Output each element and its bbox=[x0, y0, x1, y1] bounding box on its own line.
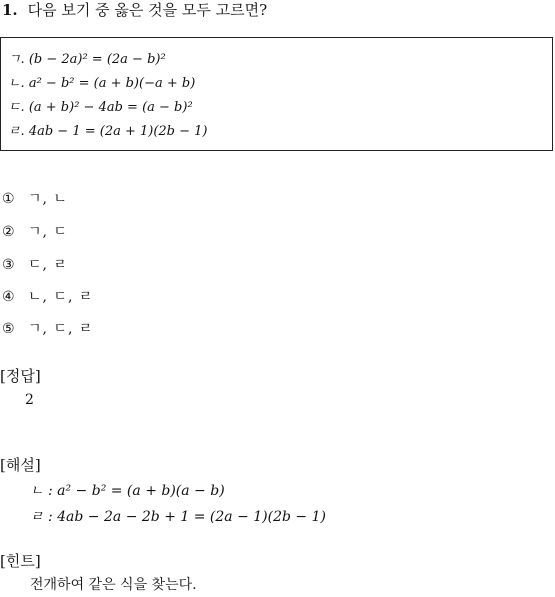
choice-4[interactable] bbox=[2, 288, 93, 306]
choice-mark: ⑤ bbox=[2, 321, 15, 337]
solution-line-1: ㄴ : a² − b² = (a + b)(a − b) bbox=[30, 483, 225, 499]
choice-2[interactable] bbox=[2, 223, 68, 241]
choice-3[interactable] bbox=[2, 256, 68, 274]
choice-mark: ③ bbox=[2, 257, 15, 273]
answer-label: [정답] bbox=[0, 367, 41, 385]
hint-text: 전개하여 같은 식을 찾는다. bbox=[30, 577, 197, 593]
choice-text: ㄱ, ㄴ bbox=[28, 191, 68, 207]
box-item-2: ㄴ. a² − b² = (a + b)(−a + b) bbox=[8, 76, 196, 91]
box-item-3: ㄷ. (a + b)² − 4ab = (a − b)² bbox=[8, 100, 193, 115]
solution-line-2: ㄹ : 4ab − 2a − 2b + 1 = (2a − 1)(2b − 1) bbox=[30, 509, 326, 525]
choice-text: ㄷ, ㄹ bbox=[28, 257, 68, 273]
choice-mark: ① bbox=[2, 191, 15, 207]
box-item-1: ㄱ. (b − 2a)² = (2a − b)² bbox=[8, 52, 166, 67]
choice-5[interactable] bbox=[2, 320, 93, 338]
choice-text: ㄱ, ㄷ bbox=[28, 224, 68, 240]
solution-label: [해설] bbox=[0, 456, 41, 474]
choice-text: ㄴ, ㄷ, ㄹ bbox=[28, 289, 94, 305]
question-title bbox=[2, 0, 267, 20]
question-text: 다음 보기 중 옳은 것을 모두 고르면? bbox=[27, 1, 268, 19]
choice-mark: ④ bbox=[2, 289, 15, 305]
question-number: 1. bbox=[2, 1, 18, 19]
choice-text: ㄱ, ㄷ, ㄹ bbox=[28, 321, 94, 337]
choice-mark: ② bbox=[2, 224, 15, 240]
answer-value: 2 bbox=[25, 392, 34, 408]
box-item-4: ㄹ. 4ab − 1 = (2a + 1)(2b − 1) bbox=[8, 124, 208, 139]
hint-label: [힌트] bbox=[0, 552, 41, 570]
choice-1[interactable] bbox=[2, 190, 68, 208]
